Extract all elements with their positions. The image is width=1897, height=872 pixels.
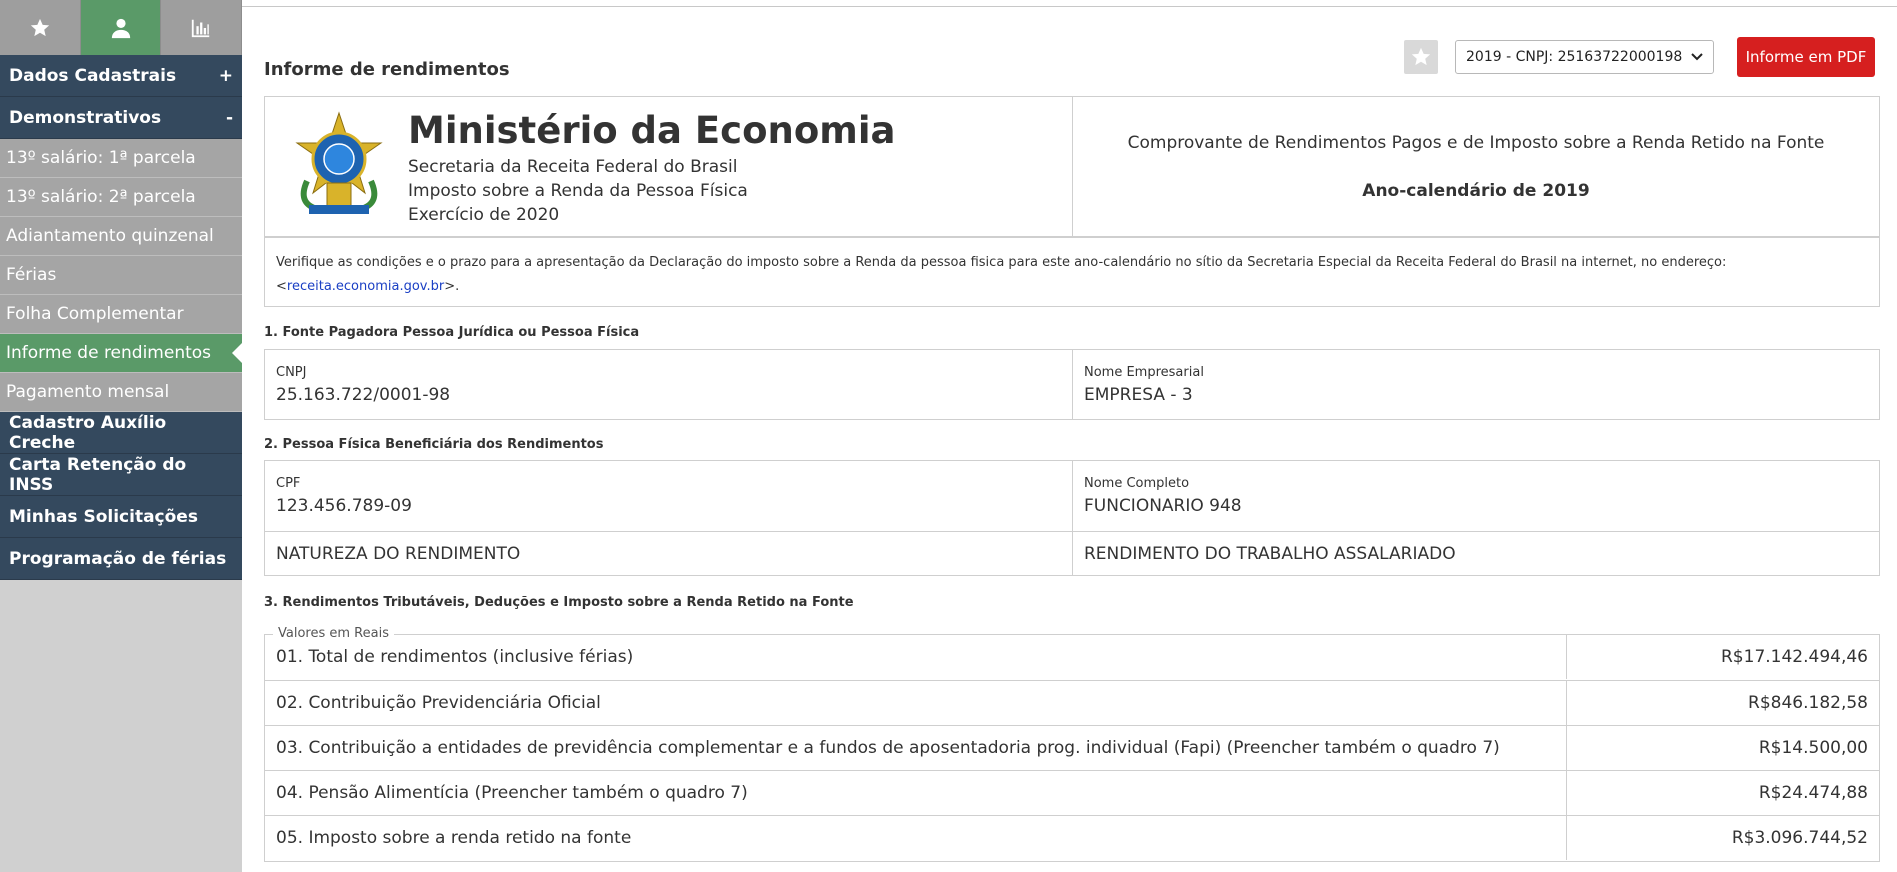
year-cnpj-select[interactable] [1455,40,1714,74]
row-description: 02. Contribuição Previdenciária Oficial [276,681,1567,725]
natureza-label-cell [265,532,1073,575]
link-label: Carta Retenção do INSS [9,454,187,495]
row-description: 03. Contribuição a entidades de previdência complementar e a fundos de aposentadoria prog. individual (Fapi) (Preencher também o quadro 7) [276,726,1567,770]
section-1-title: 1. Fonte Pagadora Pessoa Jurídica ou Pessoa Física [264,325,640,340]
expand-icon: + [218,65,233,86]
sidebar-item-13-primeira[interactable]: 13º salário: 1ª parcela [0,139,242,178]
tab-favorites[interactable] [0,0,81,55]
ano-calendario: Ano-calendário de 2019 [1362,181,1590,201]
link-label: Minhas Solicitações [9,506,198,527]
nome-empresarial-label: Nome Empresarial [1084,365,1204,380]
chevron-down-icon [1691,53,1703,61]
sidebar-item-pagamento-mensal[interactable]: Pagamento mensal [0,373,242,412]
tab-profile[interactable] [81,0,162,55]
section-dados-cadastrais[interactable] [0,55,242,97]
coat-of-arms-icon [287,111,391,217]
cpf-value: 123.456.789-09 [276,496,412,516]
sidebar-item-folha-complementar[interactable]: Folha Complementar [0,295,242,334]
bar-chart-icon [190,17,212,39]
nome-empresarial-cell [1073,350,1879,419]
page-title: Informe de rendimentos [264,59,510,80]
row-amount: R$3.096.744,52 [1731,828,1868,848]
ministry-block [265,97,1073,236]
tab-reports[interactable] [161,0,242,55]
table-row [265,725,1879,770]
row-amount: R$14.500,00 [1758,738,1868,758]
link-label: Cadastro Auxílio Creche [9,412,167,453]
fonte-pagadora-box [264,349,1880,420]
nome-completo-value: FUNCIONARIO 948 [1084,496,1242,516]
cnpj-label: CNPJ [276,365,307,380]
notice-text [276,251,1869,299]
fieldset-legend: Valores em Reais [273,626,394,641]
document-header [264,96,1880,237]
receita-link[interactable]: receita.economia.gov.br [286,279,445,294]
comprovante-title: Comprovante de Rendimentos Pagos e de Imposto sobre a Renda Retido na Fonte [1127,133,1825,153]
notice-box [264,237,1880,307]
link-label: Programação de férias [9,548,227,569]
sidebar-item-adiantamento[interactable]: Adiantamento quinzenal [0,217,242,256]
sidebar-tabs [0,0,242,55]
natureza-label: NATUREZA DO RENDIMENTO [276,544,521,564]
favorite-button[interactable] [1404,40,1438,74]
sidebar-link-carta-inss[interactable] [0,454,242,496]
row-description: 05. Imposto sobre a renda retido na fonte [276,816,1567,860]
valores-fieldset [264,626,1880,862]
sidebar-link-programacao-ferias[interactable] [0,538,242,580]
nome-completo-label: Nome Completo [1084,476,1190,491]
ministry-line-1: Secretaria da Receita Federal do Brasil [408,157,738,177]
section-label: Demonstrativos [9,107,162,128]
section-demonstrativos[interactable] [0,97,242,139]
ministry-line-3: Exercício de 2020 [408,205,560,225]
nome-empresarial-value: EMPRESA - 3 [1084,385,1193,405]
section-2-title: 2. Pessoa Física Beneficiária dos Rendimentos [264,437,604,452]
star-icon [1410,46,1432,68]
table-row [265,635,1879,680]
ministry-line-2: Imposto sobre a Renda da Pessoa Física [408,181,748,201]
sidebar [0,0,242,872]
natureza-value: RENDIMENTO DO TRABALHO ASSALARIADO [1084,544,1456,564]
sidebar-item-ferias[interactable]: Férias [0,256,242,295]
section-3-title: 3. Rendimentos Tributáveis, Deduções e Imposto sobre a Renda Retido na Fonte [264,595,854,610]
notice-body: Verifique as condições e o prazo para a apresentação da Declaração do imposto sobre a Renda da pessoa fisica para este ano-calendário no sítio da Secretaria Especial da Receita Federal do Brasil na internet, no endereço: [276,255,1727,270]
cpf-cell [265,461,1073,531]
row-amount: R$17.142.494,46 [1721,647,1868,667]
natureza-value-cell [1073,532,1879,575]
cnpj-value: 25.163.722/0001-98 [276,385,451,405]
sidebar-link-solicitacoes[interactable] [0,496,242,538]
cnpj-cell [265,350,1073,419]
table-row [265,680,1879,725]
comprovante-block [1073,97,1879,236]
user-icon [110,17,132,39]
table-row [265,770,1879,815]
select-value: 2019 - CNPJ: 25163722000198 [1466,49,1683,65]
pdf-button[interactable]: Informe em PDF [1737,37,1875,77]
row-description: 01. Total de rendimentos (inclusive férias) [276,635,1567,679]
nome-completo-cell [1073,461,1879,531]
sidebar-link-auxilio-creche[interactable] [0,412,242,454]
cpf-label: CPF [276,476,301,491]
sidebar-item-informe[interactable]: Informe de rendimentos [0,334,242,373]
row-description: 04. Pensão Alimentícia (Preencher também o quadro 7) [276,771,1567,815]
star-icon [29,17,51,39]
notice-close: >. [444,279,460,294]
table-row [265,815,1879,860]
row-amount: R$846.182,58 [1748,693,1868,713]
sidebar-item-13-segunda[interactable]: 13º salário: 2ª parcela [0,178,242,217]
beneficiario-box [264,460,1880,576]
collapse-icon: - [225,107,233,128]
top-divider [242,6,1897,7]
section-label: Dados Cadastrais [9,65,177,86]
notice-open: < [276,279,287,294]
ministry-title: Ministério da Economia [408,109,896,152]
row-amount: R$24.474,88 [1758,783,1868,803]
